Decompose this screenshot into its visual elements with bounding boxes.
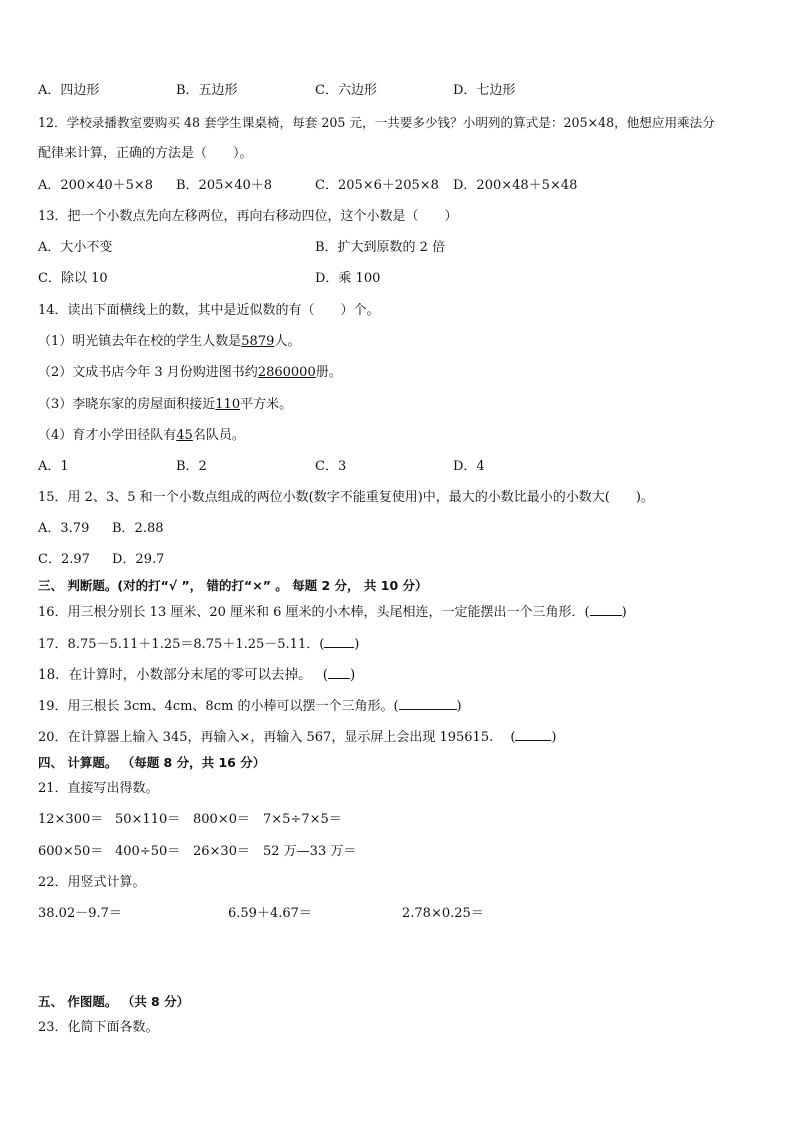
q22-expr-2: 6.59＋4.67＝ [228, 906, 312, 921]
q14-item-4 [38, 427, 245, 445]
q12-stem-line1: 12．学校录播教室要购买 48 套学生课桌椅，每套 205 元，一共要多少钱？小明列的算式是：205×48，他想应用乘法分 [38, 115, 715, 130]
q15-option-b: B．2.88 [112, 521, 164, 536]
q14-item-1 [38, 333, 300, 351]
q15-option-d: D．29.7 [112, 552, 165, 567]
q14-item-4-post: 名队员。 [192, 428, 245, 443]
q15-stem: 15．用 2、3、5 和一个小数点组成的两位小数(数字不能重复使用)中，最大的小数比最小的小数大( )。 [38, 490, 654, 505]
q20-paren-close: ) [551, 730, 557, 745]
q21-expr-4: 7×5÷7×5＝ [263, 812, 342, 827]
q14-option-d: D．4 [453, 459, 485, 474]
q21-stem: 21．直接写出得数。 [38, 781, 159, 796]
q21-expr-5: 600×50＝ [38, 844, 104, 859]
q14-option-b: B．2 [176, 459, 207, 474]
q13-option-b: B．扩大到原数的 2 倍 [315, 240, 446, 255]
q13-option-a: A．大小不变 [38, 240, 113, 255]
q21-expr-6: 400÷50＝ [115, 844, 181, 859]
q11-option-b: B．五边形 [176, 83, 238, 98]
q16-answer-blank[interactable] [590, 603, 622, 616]
q12-option-c: C．205×6＋205×8 [315, 178, 439, 193]
q13-stem: 13．把一个小数点先向左移两位，再向右移动四位，这个小数是（ ） [38, 209, 458, 224]
q14-item-4-pre: （4）育才小学田径队有 [38, 428, 177, 443]
section-3-heading: 三、 判断题。(对的打“√ ”， 错的打“×” 。 每题 2 分， 共 10 分） [38, 578, 428, 593]
q16 [38, 603, 627, 622]
q14-item-1-post: 人。 [274, 334, 301, 349]
q17-stem: 17．8.75－5.11＋1.25＝8.75＋1.25－5.11．( [38, 637, 325, 652]
q14-option-a: A．1 [38, 459, 69, 474]
q12-stem-line2: 配律来计算，正确的方法是（ ）。 [38, 146, 253, 161]
q21-expr-8: 52 万—33 万＝ [263, 844, 357, 859]
q20-stem: 20．在计算器上输入 345，再输入×，再输入 567，显示屏上会出现 195615. ( [38, 730, 516, 745]
q14-stem: 14．读出下面横线上的数，其中是近似数的有（ ）个。 [38, 303, 380, 318]
q12-option-a: A．200×40＋5×8 [38, 178, 154, 193]
q14-item-3-post: 平方米。 [240, 397, 293, 412]
q14-item-2-post: 册。 [315, 365, 342, 380]
q13-option-d: D．乘 100 [315, 271, 381, 286]
q14-item-4-number: 45 [176, 428, 193, 443]
q14-option-c: C．3 [315, 459, 347, 474]
q21-expr-1: 12×300＝ [38, 812, 104, 827]
q14-item-2-number: 2860000 [257, 365, 316, 380]
q22-expr-1: 38.02－9.7＝ [38, 906, 122, 921]
q19-paren-close: ) [456, 699, 462, 714]
q11-option-d: D．七边形 [453, 83, 516, 98]
q16-stem: 16．用三根分别长 13 厘米、20 厘米和 6 厘米的小木棒，头尾相连，一定能摆出一个三角形．( [38, 605, 590, 620]
q19-answer-blank[interactable] [399, 697, 457, 710]
q21-expr-2: 50×110＝ [115, 812, 181, 827]
section-5-heading: 五、 作图题。 （共 8 分） [38, 994, 190, 1009]
q14-item-2 [38, 364, 342, 382]
q17-answer-blank[interactable] [324, 635, 354, 648]
q22-stem: 22．用竖式计算。 [38, 875, 146, 890]
q14-item-1-pre: （1）明光镇去年在校的学生人数是 [38, 334, 242, 349]
q18-paren-close: ) [350, 667, 356, 683]
q21-expr-7: 26×30＝ [193, 844, 250, 859]
q12-option-d: D．200×48＋5×48 [453, 178, 578, 193]
q14-item-3-pre: （3）李晓东家的房屋面积接近 [38, 397, 216, 412]
q15-option-c: C．2.97 [38, 552, 90, 567]
q14-item-3 [38, 396, 292, 414]
q18 [38, 666, 355, 684]
q14-item-3-number: 110 [215, 397, 241, 412]
q20-answer-blank[interactable] [515, 728, 551, 741]
q23-stem: 23．化简下面各数。 [38, 1020, 159, 1035]
q18-answer-blank[interactable] [328, 666, 350, 679]
q20 [38, 728, 557, 747]
q13-option-c: C．除以 10 [38, 271, 108, 286]
q14-item-2-pre: （2）文成书店今年 3 月份购进图书约 [38, 365, 258, 380]
q22-expr-3: 2.78×0.25＝ [402, 906, 484, 921]
q15-option-a: A．3.79 [38, 521, 90, 536]
q18-stem: 18．在计算时，小数部分末尾的零可以去掉。 ( [38, 667, 328, 683]
q11-option-a: A．四边形 [38, 83, 100, 98]
q16-paren-close: ) [621, 605, 627, 620]
q14-item-1-number: 5879 [241, 334, 275, 349]
q17 [38, 635, 359, 654]
q11-option-c: C．六边形 [315, 83, 377, 98]
q19-stem: 19．用三根长 3cm、4cm、8cm 的小棒可以摆一个三角形。( [38, 699, 399, 714]
q21-expr-3: 800×0＝ [193, 812, 250, 827]
section-4-heading: 四、 计算题。 （每题 8 分，共 16 分） [38, 755, 266, 770]
q19 [38, 697, 462, 716]
q12-option-b: B．205×40＋8 [176, 178, 273, 193]
q17-paren-close: ) [354, 637, 360, 652]
